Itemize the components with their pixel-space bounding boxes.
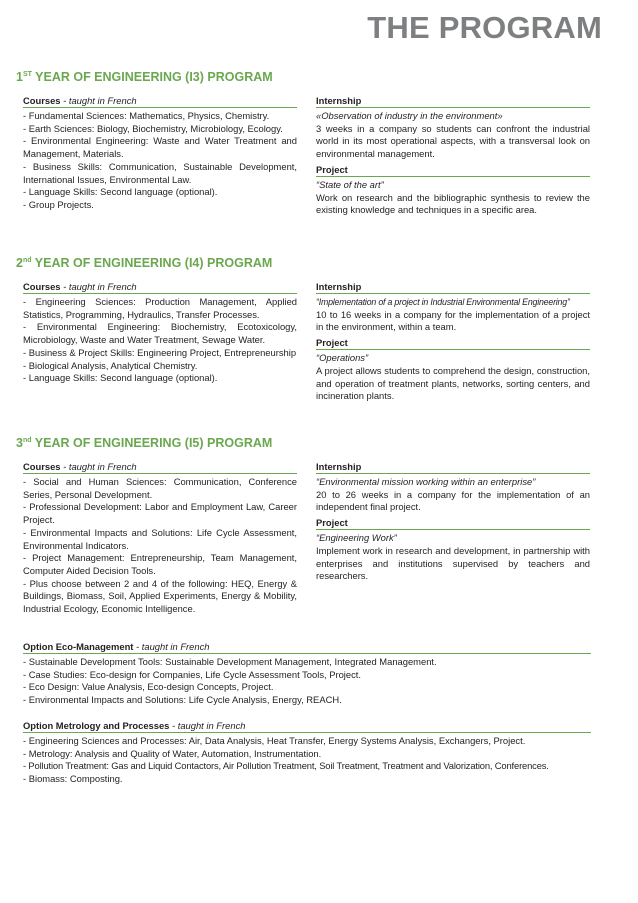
year-3-heading: 3nd YEAR OF ENGINEERING (I5) PROGRAM (16, 436, 273, 450)
internship-text: 10 to 16 weeks in a company for the implementation of a project in the environment, within a team. (316, 308, 590, 333)
internship-text: 3 weeks in a company so students can confront the industrial world in its most operational aspects, with a transversal look on environmental management. (316, 122, 590, 160)
year-1-internship-project (316, 95, 590, 217)
list-item: - Environmental Engineering: Waste and Water Treatment and Management, Materials. (23, 135, 297, 160)
list-item: - Pollution Treatment: Gas and Liquid Contactors, Air Pollution Treatment, Soil Treatment, Treatment and Valorization, Conferences. (23, 760, 549, 772)
list-item: - Eco Design: Value Analysis, Eco-design Concepts, Project. (23, 681, 274, 693)
list-item: - Biomass: Composting. (23, 773, 123, 785)
courses-header: Courses - taught in French (23, 461, 297, 474)
list-item: - Project Management: Entrepreneurship, Team Management, Computer Aided Decision Tools. (23, 552, 297, 576)
courses-header: Courses - taught in French (23, 281, 297, 294)
list-item: - Environmental Engineering: Biochemistry, Ecotoxicology, Microbiology, Waste and Water Treatment, Sewage Water. (23, 321, 297, 346)
year-3-courses (23, 461, 297, 616)
year-1-heading: 1ST YEAR OF ENGINEERING (I3) PROGRAM (16, 70, 273, 84)
courses-header: Courses - taught in French (23, 95, 297, 108)
project-text: A project allows students to comprehend the design, construction, and operation of treatment plants, networks, sorting centers, and incineration plants. (316, 364, 590, 402)
internship-header: Internship (316, 461, 590, 474)
option-header: Option Metrology and Processes - taught in French (23, 720, 591, 733)
project-text: Implement work in research and development, in partnership with enterprises and institutions supervised by teachers and researchers. (316, 544, 590, 582)
project-subtitle: “Engineering Work” (316, 532, 397, 544)
option-header: Option Eco-Management - taught in French (23, 641, 591, 654)
year-2-courses (23, 281, 297, 385)
list-item: - Biological Analysis, Analytical Chemistry. (23, 359, 198, 371)
list-item: - Business Skills: Communication, Sustainable Development, International Issues, Environmental Law. (23, 160, 297, 185)
project-header: Project (316, 337, 590, 350)
internship-header: Internship (316, 95, 590, 108)
list-item: - Plus choose between 2 and 4 of the following: HEQ, Energy & Buildings, Biomass, Soil, Applied Experiments, Energy & Mobility, Industrial Ecology, Economic Intelligence. (23, 577, 297, 615)
project-subtitle: “State of the art” (316, 178, 384, 190)
internship-header: Internship (316, 281, 590, 294)
internship-text: 20 to 26 weeks in a company for the implementation of an independent final project. (316, 488, 590, 513)
project-text: Work on research and the bibliographic synthesis to review the existing knowledge and techniques in a specific area. (316, 191, 590, 216)
list-item: - Social and Human Sciences: Communication, Conference Series, Personal Development. (23, 476, 297, 500)
year-3-internship-project (316, 461, 590, 583)
list-item: - Language Skills: Second language (optional). (23, 372, 218, 384)
year-1-courses (23, 95, 297, 212)
option-eco-management (23, 641, 591, 707)
list-item: - Group Projects. (23, 198, 94, 210)
list-item: - Engineering Sciences and Processes: Air, Data Analysis, Heat Transfer, Energy Systems Analysis, Exchangers, Project. (23, 735, 526, 746)
list-item: - Business & Project Skills: Engineering Project, Entrepreneurship (23, 346, 297, 358)
option-metrology-processes (23, 720, 591, 786)
list-item: - Metrology: Analysis and Quality of Water, Automation, Instrumentation. (23, 747, 322, 759)
internship-subtitle: “Implementation of a project in Industrial Environmental Engineering” (316, 297, 570, 307)
year-2-internship-project (316, 281, 590, 403)
project-header: Project (316, 164, 590, 177)
list-item: - Environmental Impacts and Solutions: Life Cycle Assessment, Environmental Indicators. (23, 526, 297, 551)
internship-subtitle: «Observation of industry in the environment» (316, 110, 503, 121)
list-item: - Sustainable Development Tools: Sustainable Development Management, Integrated Management. (23, 656, 437, 667)
list-item: - Case Studies: Eco-design for Companies, Life Cycle Assessment Tools, Project. (23, 668, 361, 680)
list-item: - Professional Development: Labor and Employment Law, Career Project. (23, 501, 297, 526)
list-item: - Engineering Sciences: Production Management, Applied Statistics, Programming, Hydraulics, Transfer Processes. (23, 296, 297, 320)
list-item: - Environmental Impacts and Solutions: Life Cycle Analysis, Energy, REACH. (23, 694, 342, 706)
list-item: - Earth Sciences: Biology, Biochemistry, Microbiology, Ecology. (23, 122, 283, 134)
page-title: THE PROGRAM (367, 10, 602, 45)
year-2-heading: 2nd YEAR OF ENGINEERING (I4) PROGRAM (16, 256, 273, 270)
list-item: - Fundamental Sciences: Mathematics, Physics, Chemistry. (23, 110, 270, 121)
project-header: Project (316, 517, 590, 530)
internship-subtitle: “Environmental mission working within an enterprise” (316, 476, 536, 487)
list-item: - Language Skills: Second language (optional). (23, 186, 218, 198)
project-subtitle: “Operations” (316, 352, 369, 364)
